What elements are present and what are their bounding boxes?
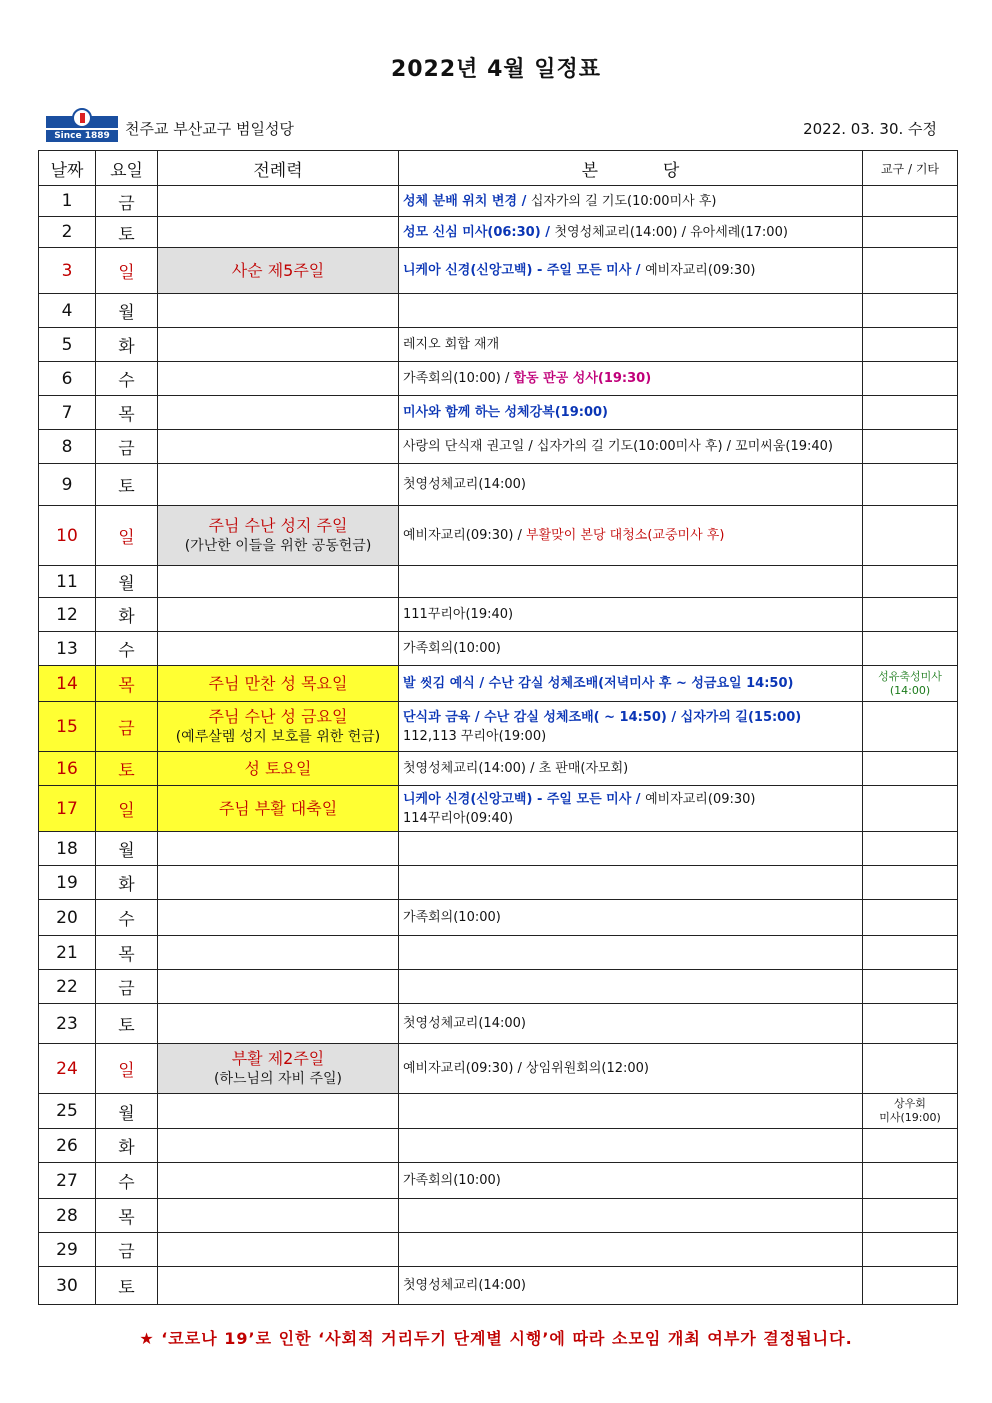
date-cell: 27 — [39, 1163, 96, 1199]
event-line — [403, 1059, 858, 1078]
diocese-event-cell — [863, 396, 958, 430]
event-text: 114꾸리아(09:40) — [403, 810, 514, 826]
liturgy-cell — [158, 632, 399, 666]
liturgy-text: 사순 제5주일 — [231, 261, 325, 280]
parish-event-cell — [399, 1163, 863, 1199]
date-cell: 13 — [39, 632, 96, 666]
event-line — [403, 369, 858, 388]
diocese-event-cell — [863, 598, 958, 632]
parish-logo — [46, 108, 118, 142]
weekday-cell: 금 — [96, 1233, 158, 1267]
weekday-cell: 목 — [96, 396, 158, 430]
date-cell: 20 — [39, 900, 96, 936]
event-line — [403, 403, 858, 422]
diocese-event-cell — [863, 294, 958, 328]
parish-event-cell — [399, 752, 863, 786]
diocese-event-cell — [863, 1163, 958, 1199]
parish-event-cell — [399, 248, 863, 294]
diocese-event-cell — [863, 1233, 958, 1267]
weekday-cell: 금 — [96, 702, 158, 752]
parish-event-cell — [399, 566, 863, 598]
date-cell: 1 — [39, 186, 96, 217]
weekday-cell: 월 — [96, 566, 158, 598]
header-date: 날짜 — [39, 151, 96, 186]
weekday-cell: 토 — [96, 1267, 158, 1305]
liturgy-cell — [158, 248, 399, 294]
event-text: 첫영성체교리(14:00) — [403, 1016, 526, 1031]
date-cell: 24 — [39, 1044, 96, 1094]
liturgy-cell — [158, 396, 399, 430]
table-row — [39, 1199, 958, 1233]
table-row — [39, 248, 958, 294]
event-text: 십자가의 길 기도(10:00미사 후) — [530, 193, 717, 209]
diocese-event-cell — [863, 832, 958, 866]
parish-name: 천주교 부산교구 범일성당 — [125, 120, 294, 138]
header-etc: 교구 / 기타 — [863, 151, 958, 186]
table-row — [39, 1233, 958, 1267]
schedule-table — [38, 150, 958, 1305]
date-cell: 26 — [39, 1129, 96, 1163]
event-line — [403, 908, 858, 927]
table-row — [39, 1004, 958, 1044]
event-text: 111꾸리아(19:40) — [403, 607, 514, 622]
table-header-row — [39, 151, 958, 186]
event-line — [403, 475, 858, 494]
date-cell: 7 — [39, 396, 96, 430]
parish-event-cell — [399, 328, 863, 362]
diocese-event-cell — [863, 666, 958, 702]
table-row — [39, 900, 958, 936]
parish-event-cell — [399, 430, 863, 464]
event-text: 예비자교리(09:30) / — [403, 528, 527, 543]
header-main: 본 당 — [399, 151, 863, 186]
diocese-event-cell — [863, 752, 958, 786]
event-text: 니케아 신경(신앙고백) - 주일 모든 미사 / — [403, 791, 646, 807]
weekday-cell: 수 — [96, 362, 158, 396]
diocese-event-cell — [863, 936, 958, 970]
table-row — [39, 1094, 958, 1129]
liturgy-cell — [158, 1267, 399, 1305]
table-row — [39, 702, 958, 752]
header-dow: 요일 — [96, 151, 158, 186]
table-row — [39, 832, 958, 866]
table-row — [39, 1129, 958, 1163]
event-text: 예비자교리(09:30) — [645, 263, 756, 278]
date-cell: 21 — [39, 936, 96, 970]
liturgy-cell — [158, 464, 399, 506]
weekday-cell: 수 — [96, 900, 158, 936]
event-line — [403, 790, 858, 809]
date-cell: 18 — [39, 832, 96, 866]
table-row — [39, 362, 958, 396]
diocese-event-text: 상우회 — [894, 1097, 926, 1110]
date-cell: 3 — [39, 248, 96, 294]
table-row — [39, 936, 958, 970]
weekday-cell: 목 — [96, 666, 158, 702]
table-row — [39, 752, 958, 786]
parish-event-cell — [399, 1094, 863, 1129]
revised-date: 2022. 03. 30. 수정 — [803, 120, 937, 138]
date-cell: 28 — [39, 1199, 96, 1233]
event-line — [403, 1276, 858, 1295]
table-row — [39, 396, 958, 430]
parish-event-cell — [399, 396, 863, 430]
weekday-cell: 화 — [96, 328, 158, 362]
diocese-event-cell — [863, 217, 958, 248]
event-text: 합동 판공 성사(19:30) — [513, 371, 652, 386]
liturgy-cell — [158, 294, 399, 328]
weekday-cell: 일 — [96, 248, 158, 294]
date-cell: 12 — [39, 598, 96, 632]
table-row — [39, 786, 958, 832]
date-cell: 15 — [39, 702, 96, 752]
date-cell: 11 — [39, 566, 96, 598]
diocese-event-cell — [863, 866, 958, 900]
weekday-cell: 금 — [96, 970, 158, 1004]
parish-event-cell — [399, 900, 863, 936]
event-text: 가족회의(10:00) — [403, 910, 501, 925]
date-cell: 29 — [39, 1233, 96, 1267]
weekday-cell: 수 — [96, 632, 158, 666]
diocese-event-cell — [863, 702, 958, 752]
diocese-event-cell — [863, 464, 958, 506]
event-line — [403, 605, 858, 624]
liturgy-cell — [158, 1094, 399, 1129]
weekday-cell: 월 — [96, 1094, 158, 1129]
table-row — [39, 1267, 958, 1305]
liturgy-cell — [158, 936, 399, 970]
date-cell: 9 — [39, 464, 96, 506]
event-text: 니케아 신경(신앙고백) - 주일 모든 미사 / — [403, 263, 646, 278]
liturgy-cell — [158, 666, 399, 702]
date-cell: 4 — [39, 294, 96, 328]
event-line — [403, 261, 858, 280]
diocese-event-cell — [863, 632, 958, 666]
weekday-cell: 금 — [96, 186, 158, 217]
diocese-event-subtext: (14:00) — [889, 683, 931, 697]
event-text: 단식과 금육 / 수난 감실 성체조배( ~ 14:50) / 십자가의 길(15:00) — [403, 709, 802, 725]
parish-event-cell — [399, 1004, 863, 1044]
liturgy-cell — [158, 752, 399, 786]
diocese-event-cell — [863, 1094, 958, 1129]
event-line — [403, 223, 858, 242]
date-cell: 5 — [39, 328, 96, 362]
event-line — [403, 1014, 858, 1033]
event-text: 첫영성체교리(14:00) / 초 판매(자모회) — [403, 761, 629, 776]
event-line — [403, 727, 858, 746]
table-row — [39, 506, 958, 566]
weekday-cell: 월 — [96, 832, 158, 866]
parish-event-cell — [399, 832, 863, 866]
event-text: 예비자교리(09:30) / 상임위원회의(12:00) — [403, 1061, 649, 1076]
event-text: / — [517, 193, 531, 209]
diocese-event-cell — [863, 430, 958, 464]
liturgy-cell — [158, 1233, 399, 1267]
date-cell: 25 — [39, 1094, 96, 1129]
liturgy-cell — [158, 1044, 399, 1094]
diocese-event-cell — [863, 1129, 958, 1163]
event-line — [403, 192, 858, 211]
parish-event-cell — [399, 186, 863, 217]
table-row — [39, 598, 958, 632]
event-text: 발 씻김 예식 / 수난 감실 성체조배(저녁미사 후 ~ 성금요일 14:50) — [403, 676, 794, 691]
liturgy-cell — [158, 1004, 399, 1044]
cross-icon — [80, 113, 85, 123]
event-text: 첫영성체교리(14:00) — [403, 477, 526, 492]
weekday-cell: 토 — [96, 464, 158, 506]
table-row — [39, 186, 958, 217]
parish-event-cell — [399, 464, 863, 506]
diocese-event-text: 성유축성미사 — [878, 669, 942, 683]
date-cell: 8 — [39, 430, 96, 464]
date-cell: 6 — [39, 362, 96, 396]
table-row — [39, 666, 958, 702]
parish-event-cell — [399, 866, 863, 900]
event-line — [403, 1171, 858, 1190]
liturgy-cell — [158, 1199, 399, 1233]
weekday-cell: 토 — [96, 752, 158, 786]
table-row — [39, 1163, 958, 1199]
event-line — [403, 759, 858, 778]
diocese-event-cell — [863, 1199, 958, 1233]
event-line — [403, 674, 858, 693]
logo-since-text: Since 1889 — [46, 130, 118, 142]
event-text: 사랑의 단식재 권고일 / 십자가의 길 기도(10:00미사 후) / 꼬미씨움(19:40) — [403, 439, 833, 454]
liturgy-cell — [158, 186, 399, 217]
liturgy-subtext: (가난한 이들을 위한 공동헌금) — [184, 537, 372, 554]
weekday-cell: 일 — [96, 786, 158, 832]
event-text: 레지오 회합 재개 — [403, 337, 500, 352]
liturgy-cell — [158, 900, 399, 936]
liturgy-cell — [158, 328, 399, 362]
date-cell: 30 — [39, 1267, 96, 1305]
parish-event-cell — [399, 362, 863, 396]
table-row — [39, 464, 958, 506]
liturgy-cell — [158, 566, 399, 598]
table-row — [39, 970, 958, 1004]
table-row — [39, 566, 958, 598]
weekday-cell: 수 — [96, 1163, 158, 1199]
parish-event-cell — [399, 598, 863, 632]
event-line — [403, 639, 858, 658]
liturgy-text: 부활 제2주일 — [231, 1048, 325, 1068]
weekday-cell: 화 — [96, 1129, 158, 1163]
diocese-event-cell — [863, 328, 958, 362]
table-row — [39, 1044, 958, 1094]
parish-event-cell — [399, 217, 863, 248]
parish-event-cell — [399, 936, 863, 970]
date-cell: 14 — [39, 666, 96, 702]
parish-event-cell — [399, 506, 863, 566]
event-line — [403, 526, 858, 545]
weekday-cell: 화 — [96, 598, 158, 632]
table-row — [39, 866, 958, 900]
parish-event-cell — [399, 702, 863, 752]
date-cell: 19 — [39, 866, 96, 900]
date-cell: 10 — [39, 506, 96, 566]
liturgy-cell — [158, 970, 399, 1004]
weekday-cell: 토 — [96, 217, 158, 248]
diocese-event-cell — [863, 970, 958, 1004]
table-row — [39, 328, 958, 362]
diocese-event-cell — [863, 186, 958, 217]
parish-event-cell — [399, 786, 863, 832]
event-text: / — [540, 224, 555, 240]
parish-event-cell — [399, 1233, 863, 1267]
event-text: 가족회의(10:00) — [403, 1173, 501, 1188]
event-line — [403, 335, 858, 354]
weekday-cell: 화 — [96, 866, 158, 900]
diocese-event-cell — [863, 900, 958, 936]
diocese-event-cell — [863, 362, 958, 396]
diocese-event-cell — [863, 248, 958, 294]
diocese-event-cell — [863, 506, 958, 566]
event-line — [403, 809, 858, 828]
liturgy-cell — [158, 362, 399, 396]
liturgy-text: 성 토요일 — [244, 759, 312, 778]
weekday-cell: 일 — [96, 506, 158, 566]
diocese-event-subtext: 미사(19:00) — [879, 1111, 941, 1124]
liturgy-text: 주님 부활 대축일 — [218, 799, 338, 818]
parish-event-cell — [399, 666, 863, 702]
event-text: 예비자교리(09:30) — [645, 791, 756, 807]
event-text: 가족회의(10:00) / — [403, 371, 514, 386]
event-line — [403, 437, 858, 456]
table-row — [39, 430, 958, 464]
weekday-cell: 목 — [96, 1199, 158, 1233]
liturgy-cell — [158, 1163, 399, 1199]
event-text: 부활맞이 본당 대청소(교중미사 후) — [526, 528, 725, 543]
event-text: 첫영성체교리(14:00) / 유아세례(17:00) — [554, 224, 788, 240]
parish-event-cell — [399, 970, 863, 1004]
date-cell: 16 — [39, 752, 96, 786]
liturgy-subtext: (예루살렘 성지 보호를 위한 헌금) — [175, 728, 381, 745]
liturgy-text: 주님 수난 성 금요일 — [208, 706, 348, 726]
event-text: 112,113 꾸리아(19:00) — [403, 728, 547, 744]
parish-event-cell — [399, 1044, 863, 1094]
event-text: 미사와 함께 하는 성체강복(19:00) — [403, 405, 608, 420]
liturgy-cell — [158, 217, 399, 248]
liturgy-cell — [158, 832, 399, 866]
date-cell: 2 — [39, 217, 96, 248]
event-text: 첫영성체교리(14:00) — [403, 1278, 526, 1293]
weekday-cell: 금 — [96, 430, 158, 464]
event-text: 가족회의(10:00) — [403, 641, 501, 656]
liturgy-cell — [158, 598, 399, 632]
date-cell: 22 — [39, 970, 96, 1004]
diocese-event-cell — [863, 786, 958, 832]
weekday-cell: 목 — [96, 936, 158, 970]
liturgy-cell — [158, 430, 399, 464]
date-cell: 23 — [39, 1004, 96, 1044]
event-text: 성모 신심 미사(06:30) — [403, 224, 541, 240]
parish-event-cell — [399, 1129, 863, 1163]
liturgy-text: 주님 만찬 성 목요일 — [208, 674, 348, 693]
liturgy-subtext: (하느님의 자비 주일) — [213, 1070, 343, 1087]
weekday-cell: 토 — [96, 1004, 158, 1044]
diocese-event-cell — [863, 1267, 958, 1305]
parish-event-cell — [399, 1267, 863, 1305]
liturgy-cell — [158, 866, 399, 900]
event-text: 성체 분배 위치 변경 — [403, 193, 518, 209]
weekday-cell: 월 — [96, 294, 158, 328]
weekday-cell: 일 — [96, 1044, 158, 1094]
parish-event-cell — [399, 294, 863, 328]
table-row — [39, 294, 958, 328]
header-liturgy: 전례력 — [158, 151, 399, 186]
date-cell: 17 — [39, 786, 96, 832]
page-title: 2022년 4월 일정표 — [390, 57, 602, 82]
event-line — [403, 708, 858, 727]
liturgy-cell — [158, 506, 399, 566]
parish-event-cell — [399, 632, 863, 666]
diocese-event-cell — [863, 566, 958, 598]
parish-event-cell — [399, 1199, 863, 1233]
table-row — [39, 632, 958, 666]
liturgy-cell — [158, 702, 399, 752]
diocese-event-cell — [863, 1044, 958, 1094]
liturgy-text: 주님 수난 성지 주일 — [208, 515, 348, 535]
diocese-event-cell — [863, 1004, 958, 1044]
liturgy-cell — [158, 1129, 399, 1163]
footer-notice: ★ ‘코로나 19’로 인한 ‘사회적 거리두기 단계별 시행’에 따라 소모임 개최 여부가 결정됩니다. — [139, 1329, 853, 1348]
liturgy-cell — [158, 786, 399, 832]
table-row — [39, 217, 958, 248]
